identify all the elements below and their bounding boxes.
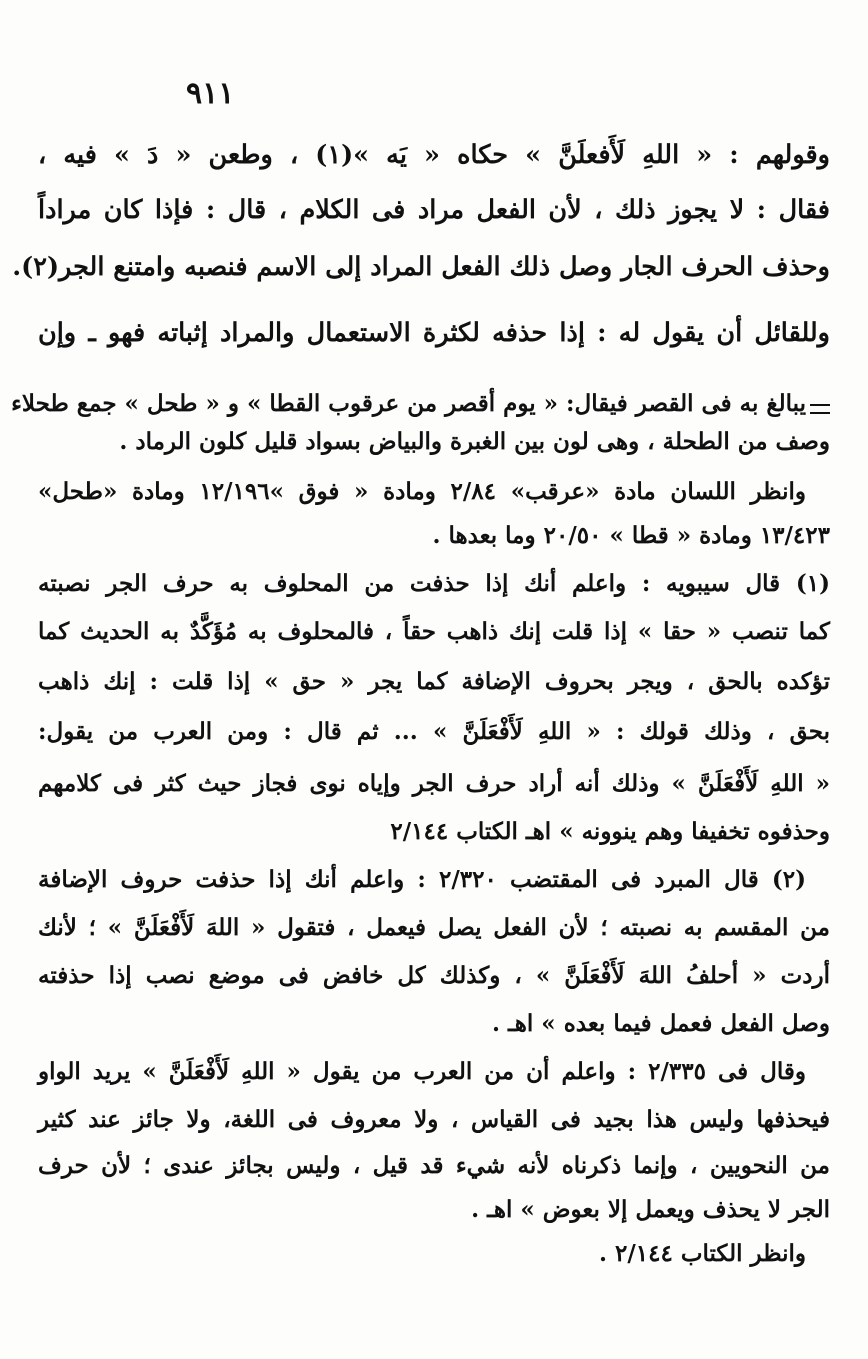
main-text-line: وحذف الحرف الجار وصل ذلك الفعل المراد إلى الاسم فنصبه وامتنع الجر(٢). xyxy=(12,252,830,282)
footnote-line: فيحذفها وليس هذا بجيد فى القياس ، ولا معروف فى اللغة، ولا جائز عند كثير xyxy=(38,1106,830,1133)
footnote-line: ١٣/٤٢٣ ومادة « قطا » ٢٠/٥٠ وما بعدها . xyxy=(432,522,830,549)
footnote-line: الجر لا يحذف ويعمل إلا بعوض » اهـ . xyxy=(471,1196,830,1223)
footnote-line: تؤكده بالحق ، ويجر بحروف الإضافة كما يجر « حق » إذا قلت : إنك ذاهب xyxy=(38,668,830,695)
footnote-line: أردت « أحلفُ اللهَ لَأَفْعَلَنَّ » ، وكذلك كل خافض فى موضع نصب إذا حذفته xyxy=(38,962,830,989)
page-number: ٩١١ xyxy=(186,76,235,111)
footnote-line: وصل الفعل فعمل فيما بعده » اهـ . xyxy=(492,1010,830,1037)
footnote-line: وصف من الطحلة ، وهى لون بين الغبرة والبياض بسواد قليل كلون الرماد . xyxy=(119,428,830,455)
footnote-line: وحذفوه تخفيفا وهم ينوونه » اهـ الكتاب ٢/١٤٤ xyxy=(390,818,830,845)
footnote-line: وانظر الكتاب ٢/١٤٤ . xyxy=(598,1240,806,1267)
footnote-line: وانظر اللسان مادة «عرقب» ٢/٨٤ ومادة « فوق »١٢/١٩٦ ومادة «طحل» xyxy=(38,478,807,505)
footnote-line: (١) قال سيبويه : واعلم أنك إذا حذفت من المحلوف به حرف الجر نصبته xyxy=(38,570,830,597)
main-text-line: وقولهم : « اللهِ لَأَفعلَنَّ » حكاه « يَه »(١) ، وطعن « دَ » فيه ، xyxy=(38,140,830,170)
footnote-line: وقال فى ٢/٣٣٥ : واعلم أن من العرب من يقول « اللهِ لَأَفْعَلَنَّ » يريد الواو xyxy=(38,1058,807,1085)
footnote-line: بحق ، وذلك قولك : « اللهِ لَأَفْعَلَنَّ » ... ثم قال : ومن العرب من يقول: xyxy=(38,718,830,745)
footnote-line: من المقسم به نصبته ؛ لأن الفعل يصل فيعمل ، فتقول « اللهَ لَأَفْعَلَنَّ » ؛ لأنك xyxy=(38,914,830,941)
footnote-line: كما تنصب « حقا » إذا قلت إنك ذاهب حقاً ، فالمحلوف به مُؤَكَّدٌ به الحديث كما xyxy=(38,618,830,645)
footnote-line: يبالغ به فى القصر فيقال: « يوم أقصر من عرقوب القطا » و « طحل » جمع طحلاء xyxy=(11,390,806,417)
footnote-line: « اللهِ لَأَفْعَلَنَّ » وذلك أنه أراد حرف الجر وإياه نوى فجاز حيث كثر فى كلامهم xyxy=(38,770,830,797)
main-text-line: فقال : لا يجوز ذلك ، لأن الفعل مراد فى الكلام ، قال : فإذا كان مراداً xyxy=(38,195,830,225)
main-text-line: وللقائل أن يقول له : إذا حذفه لكثرة الاستعمال والمراد إثباته فهو ـ وإن xyxy=(38,318,830,348)
footnote-line: (٢) قال المبرد فى المقتضب ٢/٣٢٠ : واعلم أنك إذا حذفت حروف الإضافة xyxy=(38,866,806,893)
footnote-line: من النحويين ، وإنما ذكرناه لأنه شيء قد قيل ، وليس بجائز عندى ؛ لأن حرف xyxy=(38,1152,830,1179)
footnote-separator xyxy=(810,404,830,414)
